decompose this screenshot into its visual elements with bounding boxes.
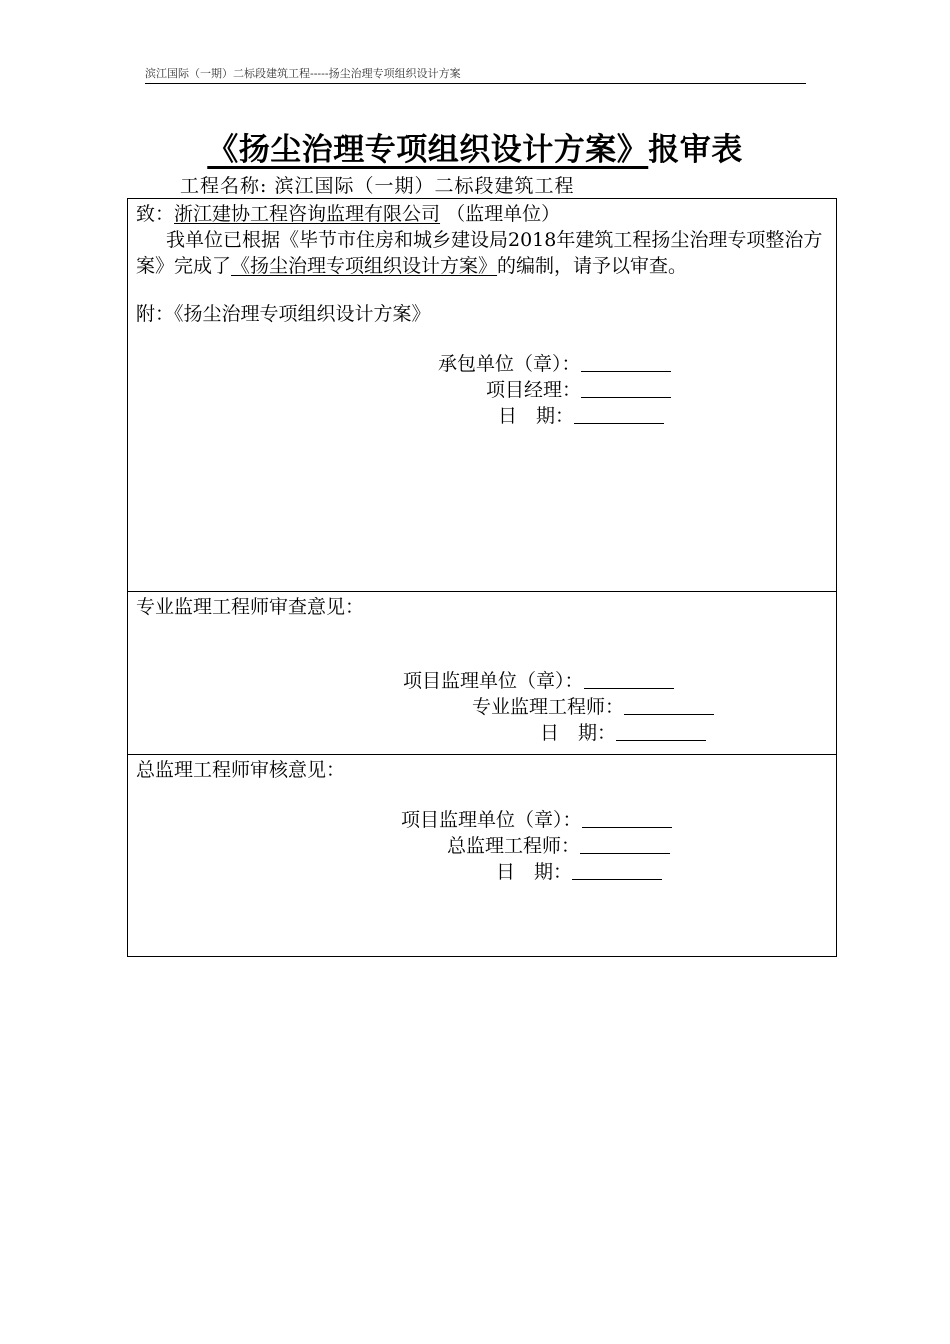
running-header <box>145 66 806 84</box>
project-label: 工程名称: <box>180 175 268 197</box>
chief-unit-seal-blank[interactable] <box>582 807 672 828</box>
specialist-review-heading: 专业监理工程师审查意见： <box>136 596 365 618</box>
chief-date-line <box>496 859 662 885</box>
specialist-date-blank[interactable] <box>616 720 706 741</box>
chief-date-blank[interactable] <box>572 859 662 880</box>
project-manager-blank[interactable] <box>581 377 671 398</box>
project-name-line <box>180 173 574 199</box>
chief-unit-seal-line <box>401 807 672 833</box>
project-manager-line <box>486 377 671 403</box>
chief-review-heading: 总监理工程师审核意见： <box>136 759 346 781</box>
running-title: 滨江国际（一期）二标段建筑工程-----扬尘治理专项组织设计方案 <box>145 67 461 80</box>
specialist-unit-seal-line <box>403 668 674 694</box>
chief-engineer-blank[interactable] <box>580 833 670 854</box>
specialist-unit-seal-label: 项目监理单位（章）： <box>403 670 584 692</box>
project-manager-label: 项目经理： <box>486 379 582 401</box>
body-text-part1: 我单位已根据《毕节市住房和城乡建设局2018年建筑工程扬尘治理专项整治方案》完成了 <box>136 229 823 277</box>
document-title-suffix: 报审表 <box>648 132 743 168</box>
document-title <box>0 128 950 172</box>
specialist-unit-seal-blank[interactable] <box>584 668 674 689</box>
submission-section <box>128 199 836 591</box>
contractor-seal-line <box>438 351 671 377</box>
submission-date-label: 日 期： <box>498 405 575 427</box>
specialist-date-label: 日 期： <box>540 722 617 744</box>
supervision-unit-role: （监理单位） <box>446 203 561 225</box>
chief-review-section <box>128 754 836 956</box>
specialist-date-line <box>540 720 706 746</box>
supervision-unit-name: 浙江建协工程咨询监理有限公司 <box>174 203 441 225</box>
addressee-line <box>136 201 560 227</box>
chief-unit-seal-label: 项目监理单位（章）： <box>401 809 582 831</box>
addressee-label: 致： <box>136 203 175 225</box>
specialist-engineer-line <box>472 694 714 720</box>
attachment-line: 附：《扬尘治理专项组织设计方案》 <box>136 303 431 325</box>
submission-date-blank[interactable] <box>574 403 664 424</box>
chief-engineer-label: 总监理工程师： <box>447 835 581 857</box>
contractor-seal-blank[interactable] <box>581 351 671 372</box>
project-name: 滨江国际（一期）二标段建筑工程 <box>274 175 575 197</box>
specialist-review-section <box>128 591 836 754</box>
submission-body <box>136 227 828 279</box>
chief-engineer-line <box>447 833 670 859</box>
specialist-engineer-blank[interactable] <box>624 694 714 715</box>
submission-date-line <box>498 403 664 429</box>
document-title-main: 《扬尘治理专项组织设计方案》 <box>207 132 649 168</box>
chief-date-label: 日 期： <box>496 861 573 883</box>
review-form-table <box>127 198 837 957</box>
body-text-part2: 的编制，请予以审查。 <box>497 255 688 277</box>
contractor-seal-label: 承包单位（章）： <box>438 353 581 375</box>
body-document-name: 《扬尘治理专项组织设计方案》 <box>231 255 498 277</box>
specialist-engineer-label: 专业监理工程师： <box>472 696 625 718</box>
